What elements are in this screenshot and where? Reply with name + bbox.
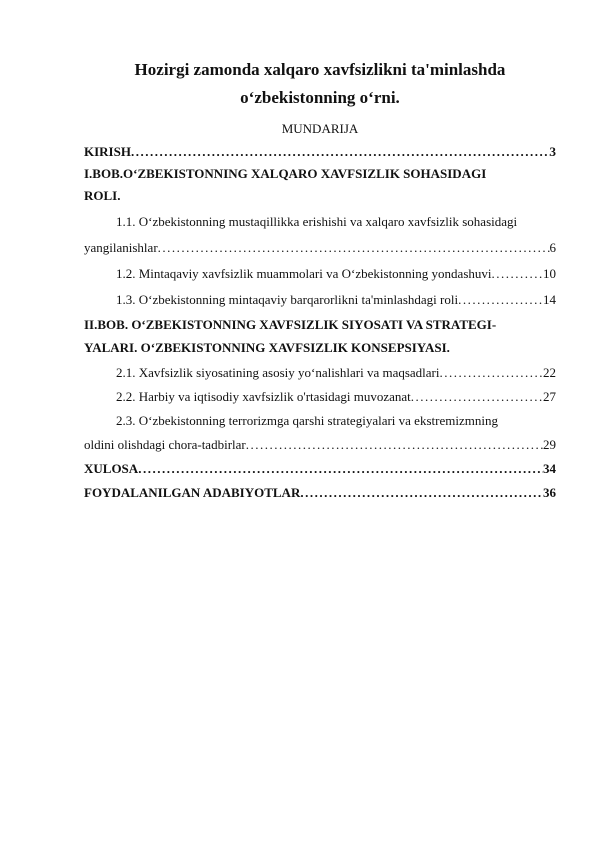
toc-page-number: 6 xyxy=(549,240,556,255)
toc-leader-dots xyxy=(411,389,543,405)
toc-page-number: 36 xyxy=(543,485,556,500)
toc-section-2-3-line-1[interactable]: 2.3. O‘zbekistonning terrorizmga qarshi strategiyalari va ekstremizmning xyxy=(116,413,498,428)
toc-section-1-3[interactable] xyxy=(84,292,556,308)
toc-entry-references[interactable] xyxy=(84,485,556,501)
toc-page-number: 34 xyxy=(543,461,556,476)
toc-leader-dots xyxy=(138,461,543,477)
toc-entry-label: yangilanishlar xyxy=(84,240,158,255)
toc-leader-dots xyxy=(440,365,544,381)
toc-leader-dots xyxy=(458,292,543,308)
toc-page-number: 22 xyxy=(543,365,556,380)
toc-entry-label: 2.2. Harbiy va iqtisodiy xavfsizlik o'rtasidagi muvozanat xyxy=(116,389,411,404)
toc-entry-label: FOYDALANILGAN ADABIYOTLAR xyxy=(84,485,301,500)
toc-entry-label: 1.2. Mintaqaviy xavfsizlik muammolari va O‘zbekistonning yondashuvi xyxy=(116,266,492,281)
toc-page-number: 3 xyxy=(549,144,556,159)
toc-entry-label: XULOSA xyxy=(84,461,139,476)
toc-section-2-3-line-2[interactable] xyxy=(84,437,556,453)
toc-section-2-2[interactable] xyxy=(84,389,556,405)
toc-leader-dots xyxy=(300,485,543,501)
toc-entry-label: 2.1. Xavfsizlik siyosatining asosiy yo‘nalishlari va maqsadlari xyxy=(116,365,440,380)
toc-entry-label: KIRISH xyxy=(84,144,131,159)
toc-leader-dots xyxy=(131,144,550,160)
toc-section-1-2[interactable] xyxy=(84,266,556,282)
toc-entry-label: 1.3. O‘zbekistonning mintaqaviy barqarorlikni ta'minlashdagi roli xyxy=(116,292,459,307)
toc-leader-dots xyxy=(158,240,550,256)
toc-section-2-1[interactable] xyxy=(84,365,556,381)
document-title-line-1: Hozirgi zamonda xalqaro xavfsizlikni ta'minlashda xyxy=(134,60,506,79)
toc-section-1-1-line-1[interactable]: 1.1. O‘zbekistonning mustaqillikka erishishi va xalqaro xavfsizlik sohasidagi xyxy=(116,214,518,229)
toc-chapter-2-line-2[interactable]: YALARI. O‘ZBEKISTONNING XAVFSIZLIK KONSEPSIYASI. xyxy=(84,340,450,355)
toc-page-number: 29 xyxy=(543,437,556,452)
toc-page-number: 14 xyxy=(543,292,556,307)
document-title-line-2: o‘zbekistonning o‘rni. xyxy=(240,88,400,107)
toc-leader-dots xyxy=(492,266,544,282)
toc-entry-conclusion[interactable] xyxy=(84,461,556,477)
toc-chapter-2-line-1[interactable]: II.BOB. O‘ZBEKISTONNING XAVFSIZLIK SIYOSATI VA STRATEGI- xyxy=(84,317,497,332)
toc-chapter-1-line-1[interactable]: I.BOB.O‘ZBEKISTONNING XALQARO XAVFSIZLIK SOHASIDAGI xyxy=(84,166,487,181)
toc-chapter-1-line-2[interactable]: ROLI. xyxy=(84,188,121,203)
contents-heading: MUNDARIJA xyxy=(281,121,359,136)
toc-entry-label: oldini olishdagi chora-tadbirlar xyxy=(84,437,246,452)
toc-page-number: 27 xyxy=(543,389,556,404)
toc-page-number: 10 xyxy=(543,266,556,281)
toc-leader-dots xyxy=(246,437,543,453)
toc-section-1-1-line-2[interactable] xyxy=(84,240,556,256)
toc-entry-intro[interactable] xyxy=(84,144,556,160)
